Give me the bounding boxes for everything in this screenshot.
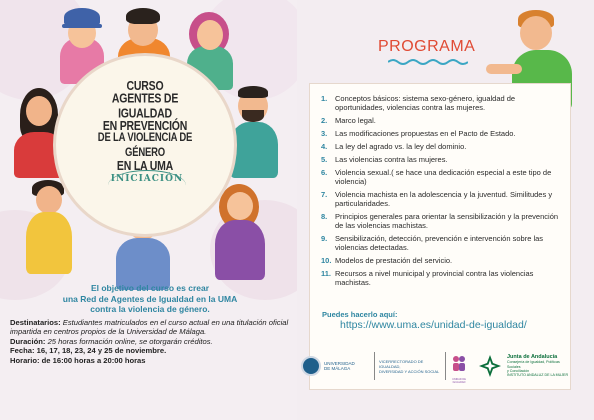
- equality-icon: [449, 353, 469, 373]
- vic-line: DIVERSIDAD Y ACCIÓN SOCIAL: [378, 368, 440, 374]
- programa-item: [321, 269, 566, 287]
- level-ribbon: INICIACIÓN: [108, 170, 186, 192]
- vic-line: VICERRECTORADO DE IGUALDAD,: [378, 358, 424, 369]
- junta-line: Consejería de Igualdad, Políticas Sociales: [507, 360, 560, 369]
- programa-list: [321, 94, 566, 291]
- junta-andalucia-icon: [477, 353, 503, 379]
- programa-item-number: 6.: [321, 168, 328, 177]
- schedule-text: de 16:00 horas a 20:00 horas: [41, 355, 146, 365]
- programa-item-number: 7.: [321, 190, 328, 199]
- junta-subtitle: [507, 360, 569, 378]
- uma-line: UNIVERSIDAD: [324, 360, 355, 366]
- junta-name: Junta de Andalucía: [507, 354, 558, 361]
- programa-item-number: 3.: [321, 129, 328, 138]
- uma-logo: [301, 356, 370, 376]
- signup-link[interactable]: https://www.uma.es/unidad-de-igualdad/: [340, 319, 527, 331]
- vicerrectorado-text: [379, 359, 441, 374]
- programa-item-number: 1.: [321, 94, 328, 103]
- date-text: 16, 17, 18, 23, 24 y 25 de noviembre.: [36, 346, 167, 356]
- uma-seal-icon: [301, 356, 321, 376]
- programa-item: [321, 190, 566, 208]
- programa-item-number: 4.: [321, 142, 328, 151]
- programa-item-number: 11.: [321, 269, 332, 278]
- uma-line: DE MÁLAGA: [324, 366, 351, 371]
- wave-decoration: [388, 58, 468, 66]
- recipients-label: Destinatarios:: [10, 317, 61, 327]
- lead-line: El objetivo del curso es crear: [90, 283, 210, 293]
- title-line: CURSO: [126, 78, 164, 94]
- programa-item-text: Recursos a nivel municipal y provincial contra las violencias machistas.: [335, 269, 534, 287]
- programa-item-number: 5.: [321, 155, 328, 164]
- divider: [374, 352, 375, 380]
- title-line: AGENTES DE IGUALDAD: [111, 91, 179, 121]
- programa-item: [321, 116, 566, 125]
- recipients-text: Estudiantes matriculados en el curso actual en una titulación oficial impartida en centros propios de la Universidad de Málaga.: [10, 317, 289, 337]
- programa-heading: PROGRAMA: [378, 38, 476, 55]
- programa-item-number: 2.: [321, 116, 328, 125]
- lead-line: contra la violencia de género.: [90, 304, 210, 314]
- junta-line: y Conciliación: [507, 369, 530, 373]
- programa-item: [321, 94, 566, 112]
- programa-item-text: Las violencias contra las mujeres.: [335, 155, 448, 164]
- programa-item-text: Principios generales para orientar la sensibilización y la prevención de las violencias machistas.: [335, 212, 559, 230]
- programa-item-number: 8.: [321, 212, 328, 221]
- course-title: [86, 80, 204, 174]
- title-line: EN LA UMA: [116, 158, 174, 174]
- programa-item: [321, 155, 566, 164]
- programa-item-text: Las modificaciones propuestas en el Pacto de Estado.: [335, 129, 516, 138]
- recipients-info: [10, 318, 290, 337]
- unidad-igualdad-text: UNIDAD DE IGUALDAD: [452, 378, 466, 384]
- programa-item: [321, 168, 566, 186]
- schedule-info: [10, 356, 290, 366]
- programa-item-text: La ley del agrado vs. la ley del dominio.: [335, 142, 467, 151]
- signup-label: Puedes hacerlo aquí:: [322, 310, 398, 319]
- title-line: EN PREVENCIÓN: [102, 118, 188, 134]
- programa-item-text: Conceptos básicos: sistema sexo-género, igualdad de oportunidades, violencias contra las mujeres.: [335, 94, 516, 112]
- programa-item: [321, 142, 566, 151]
- objective-lead: [10, 283, 290, 315]
- programa-item-text: Violencia sexual.( se hace una dedicación especial a este tipo de violencia): [335, 168, 552, 186]
- duration-text: 25 horas formación online, se otorgarán créditos.: [47, 336, 213, 346]
- uma-name: [324, 361, 355, 372]
- duration-label: Duración:: [10, 336, 46, 346]
- duration-info: [10, 337, 290, 347]
- programa-item-number: 10.: [321, 256, 332, 265]
- programa-item-text: Modelos de prestación del servicio.: [335, 256, 453, 265]
- unidad-igualdad-logo: [449, 353, 469, 384]
- junta-andalucia-logo: [477, 353, 569, 379]
- title-line: DE LA VIOLENCIA DE GÉNERO: [97, 131, 193, 160]
- programa-item-text: Sensibilización, detección, prevención e intervención sobre las violencias detectadas.: [335, 234, 544, 252]
- programa-item: [321, 212, 566, 230]
- people-illustration: [0, 0, 297, 290]
- date-info: [10, 346, 290, 356]
- programa-item: [321, 234, 566, 252]
- programa-item-text: Violencia machista en la adolescencia y la juventud. Similitudes y particularidades.: [335, 190, 553, 208]
- schedule-label: Horario:: [10, 355, 40, 365]
- junta-andalucia-text: [507, 354, 569, 378]
- programa-item: [321, 129, 566, 138]
- lead-line: una Red de Agentes de Igualdad en la UMA: [62, 293, 238, 304]
- course-description: [10, 283, 290, 365]
- programa-item: [321, 256, 566, 265]
- date-label: Fecha:: [10, 346, 35, 356]
- divider: [445, 352, 446, 380]
- programa-item-number: 9.: [321, 234, 328, 243]
- logos-bar: [301, 344, 569, 388]
- junta-line: INSTITUTO ANDALUZ DE LA MUJER: [507, 373, 569, 378]
- programa-item-text: Marco legal.: [335, 116, 376, 125]
